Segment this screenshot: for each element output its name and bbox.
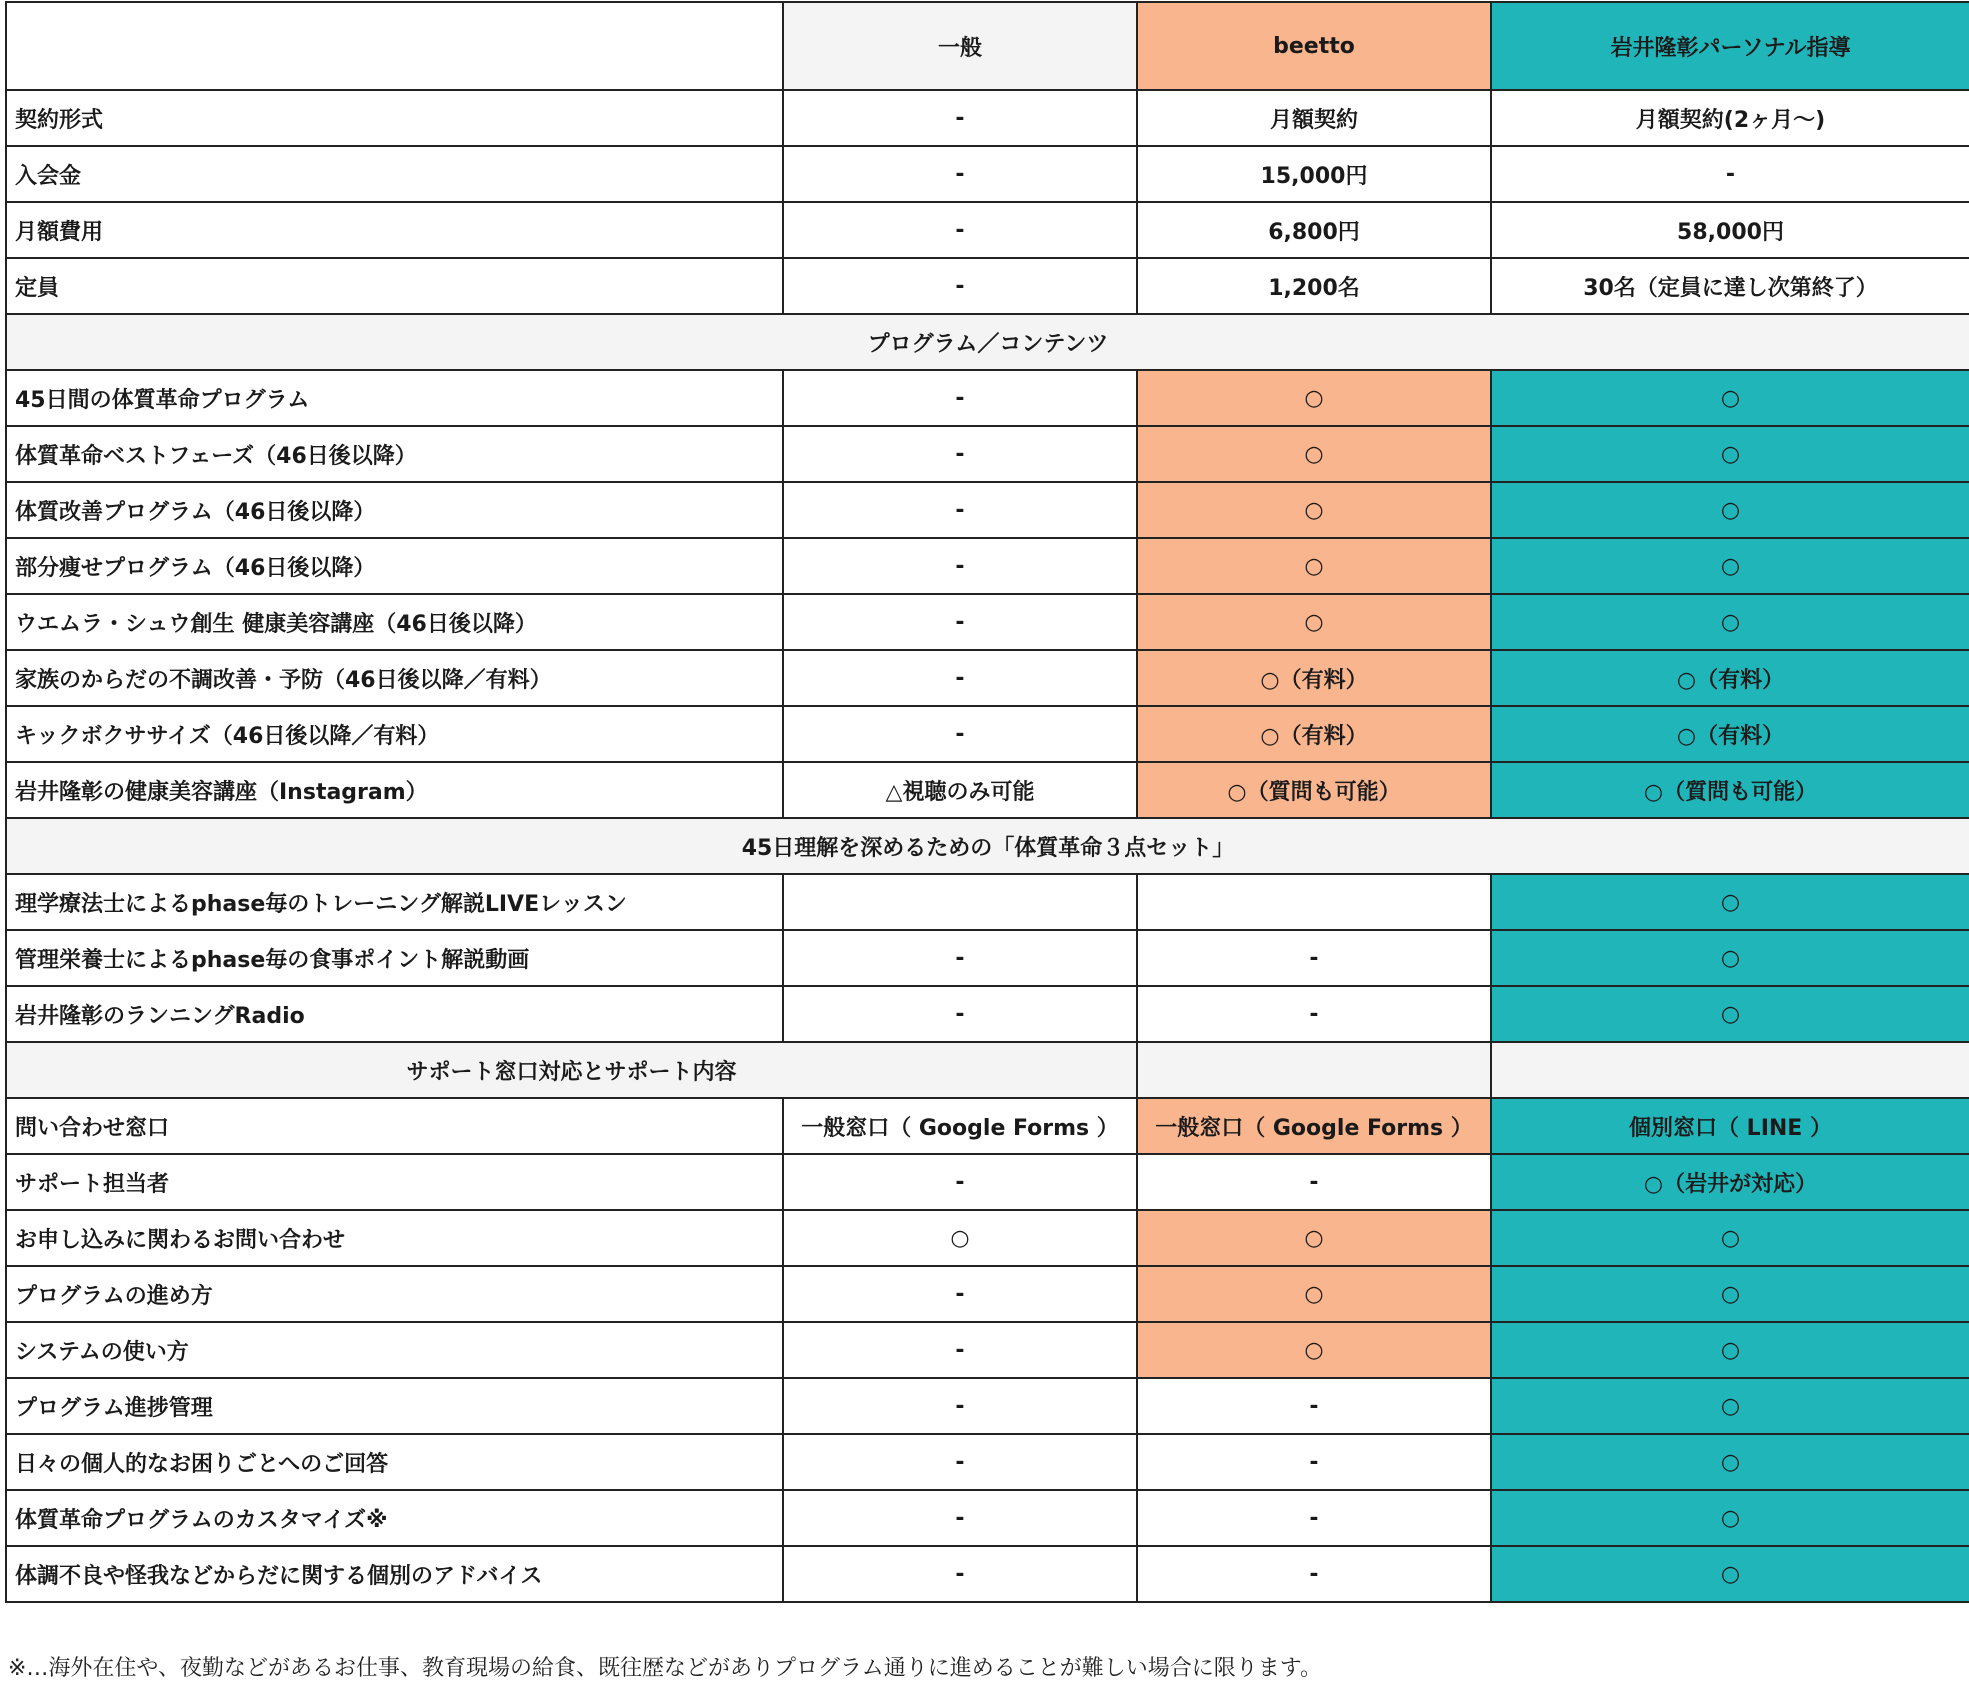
row-label: お申し込みに関わるお問い合わせ [6,1210,783,1266]
section-heading: プログラム／コンテンツ [6,314,1969,370]
cell-personal: ○ [1491,370,1969,426]
table-row [6,930,1969,986]
cell-personal: ○ [1491,1210,1969,1266]
table-row [6,1434,1969,1490]
cell-personal: ○ [1491,538,1969,594]
cell-general: - [783,370,1137,426]
cell-beetto: - [1137,1546,1491,1602]
table-row [6,202,1969,258]
row-label: 理学療法士によるphase毎のトレーニング解説LIVEレッスン [6,874,783,930]
table-row [6,1210,1969,1266]
cell-beetto: ○ [1137,426,1491,482]
cell-personal: 30名（定員に達し次第終了） [1491,258,1969,314]
section-heading: サポート窓口対応とサポート内容 [6,1042,1137,1098]
section-row [6,818,1969,874]
comparison-table [5,1,1969,1603]
row-label: 定員 [6,258,783,314]
cell-general: - [783,538,1137,594]
row-label: 岩井隆彰の健康美容講座（Instagram） [6,762,783,818]
cell-general: 一般窓口（ Google Forms ） [783,1098,1137,1154]
row-label: 体調不良や怪我などからだに関する個別のアドバイス [6,1546,783,1602]
cell-personal: ○（質問も可能） [1491,762,1969,818]
cell-beetto: ○ [1137,482,1491,538]
footnote: ※…海外在住や、夜勤などがあるお仕事、教育現場の給食、既往歴などがありプログラム通りに進めることが難しい場合に限ります。 [8,1656,1323,1681]
cell-beetto: ○ [1137,370,1491,426]
cell-personal: ○ [1491,986,1969,1042]
cell-general: - [783,258,1137,314]
cell-beetto: - [1137,930,1491,986]
section-row [6,314,1969,370]
table-row [6,1266,1969,1322]
cell-personal: 個別窓口（ LINE ） [1491,1098,1969,1154]
row-label: システムの使い方 [6,1322,783,1378]
row-label: プログラム進捗管理 [6,1378,783,1434]
cell-personal: ○（有料） [1491,650,1969,706]
cell-personal: ○ [1491,1546,1969,1602]
row-label: キックボクササイズ（46日後以降／有料） [6,706,783,762]
cell-general: - [783,1266,1137,1322]
cell-general: - [783,986,1137,1042]
cell-general: - [783,202,1137,258]
cell-general: △視聴のみ可能 [783,762,1137,818]
cell-beetto: - [1137,1490,1491,1546]
table-row [6,1098,1969,1154]
table-row [6,1546,1969,1602]
table-row [6,258,1969,314]
comparison-table-body [6,2,1969,1602]
cell-personal: ○ [1491,1434,1969,1490]
row-label: 管理栄養士によるphase毎の食事ポイント解説動画 [6,930,783,986]
cell-beetto: ○ [1137,538,1491,594]
cell-beetto: - [1137,986,1491,1042]
row-label: 岩井隆彰のランニングRadio [6,986,783,1042]
cell-beetto: 1,200名 [1137,258,1491,314]
cell-beetto: - [1137,1434,1491,1490]
header-cell-personal: 岩井隆彰パーソナル指導 [1491,2,1969,90]
table-row [6,482,1969,538]
header-cell-beetto: beetto [1137,2,1491,90]
table-row [6,1322,1969,1378]
row-label: ウエムラ・シュウ創生 健康美容講座（46日後以降） [6,594,783,650]
cell-general: - [783,1322,1137,1378]
row-label: 部分痩せプログラム（46日後以降） [6,538,783,594]
cell-personal: ○ [1491,930,1969,986]
table-row [6,426,1969,482]
row-label: 契約形式 [6,90,783,146]
cell-beetto: - [1137,1378,1491,1434]
cell-beetto: ○ [1137,594,1491,650]
cell-general: - [783,650,1137,706]
cell-general: - [783,1546,1137,1602]
row-label: 体質革命プログラムのカスタマイズ※ [6,1490,783,1546]
cell-general: - [783,482,1137,538]
cell-beetto: ○ [1137,1322,1491,1378]
cell-beetto: ○ [1137,1210,1491,1266]
cell-beetto: ○（有料） [1137,706,1491,762]
cell-general: - [783,1434,1137,1490]
row-label: プログラムの進め方 [6,1266,783,1322]
cell-personal: ○（有料） [1491,706,1969,762]
cell-general: - [783,146,1137,202]
cell-general: - [783,706,1137,762]
cell-general: - [783,1154,1137,1210]
section-blank-cell [1491,1042,1969,1098]
cell-beetto: 一般窓口（ Google Forms ） [1137,1098,1491,1154]
row-label: 日々の個人的なお困りごとへのご回答 [6,1434,783,1490]
cell-personal: 58,000円 [1491,202,1969,258]
cell-personal: ○ [1491,1266,1969,1322]
cell-personal: ○ [1491,594,1969,650]
section-row [6,1042,1969,1098]
row-label: 体質革命ベストフェーズ（46日後以降） [6,426,783,482]
cell-personal: 月額契約(2ヶ月〜) [1491,90,1969,146]
row-label: 問い合わせ窓口 [6,1098,783,1154]
table-row [6,90,1969,146]
cell-personal: ○ [1491,426,1969,482]
header-cell-general: 一般 [783,2,1137,90]
row-label: サポート担当者 [6,1154,783,1210]
row-label: 体質改善プログラム（46日後以降） [6,482,783,538]
cell-beetto: ○ [1137,1266,1491,1322]
table-row [6,986,1969,1042]
table-row [6,538,1969,594]
cell-beetto: 15,000円 [1137,146,1491,202]
cell-general: - [783,930,1137,986]
cell-general: - [783,1490,1137,1546]
cell-general: - [783,426,1137,482]
table-row [6,650,1969,706]
header-row [6,2,1969,90]
cell-beetto: 6,800円 [1137,202,1491,258]
cell-beetto: ○（有料） [1137,650,1491,706]
cell-general: ○ [783,1210,1137,1266]
cell-personal: ○ [1491,1378,1969,1434]
cell-personal: - [1491,146,1969,202]
cell-beetto: 月額契約 [1137,90,1491,146]
cell-general: - [783,1378,1137,1434]
cell-personal: ○（岩井が対応） [1491,1154,1969,1210]
table-row [6,1154,1969,1210]
table-row [6,1378,1969,1434]
table-row [6,706,1969,762]
cell-beetto [1137,874,1491,930]
row-label: 45日間の体質革命プログラム [6,370,783,426]
cell-personal: ○ [1491,1490,1969,1546]
cell-beetto: ○（質問も可能） [1137,762,1491,818]
row-label: 入会金 [6,146,783,202]
table-row [6,146,1969,202]
header-cell-empty [6,2,783,90]
table-row [6,370,1969,426]
table-row [6,1490,1969,1546]
cell-general: - [783,90,1137,146]
table-row [6,874,1969,930]
section-blank-cell [1137,1042,1491,1098]
table-row [6,762,1969,818]
section-heading: 45日理解を深めるための「体質革命３点セット」 [6,818,1969,874]
row-label: 家族のからだの不調改善・予防（46日後以降／有料） [6,650,783,706]
cell-general [783,874,1137,930]
cell-general: - [783,594,1137,650]
cell-beetto: - [1137,1154,1491,1210]
row-label: 月額費用 [6,202,783,258]
cell-personal: ○ [1491,1322,1969,1378]
cell-personal: ○ [1491,482,1969,538]
table-row [6,594,1969,650]
cell-personal: ○ [1491,874,1969,930]
